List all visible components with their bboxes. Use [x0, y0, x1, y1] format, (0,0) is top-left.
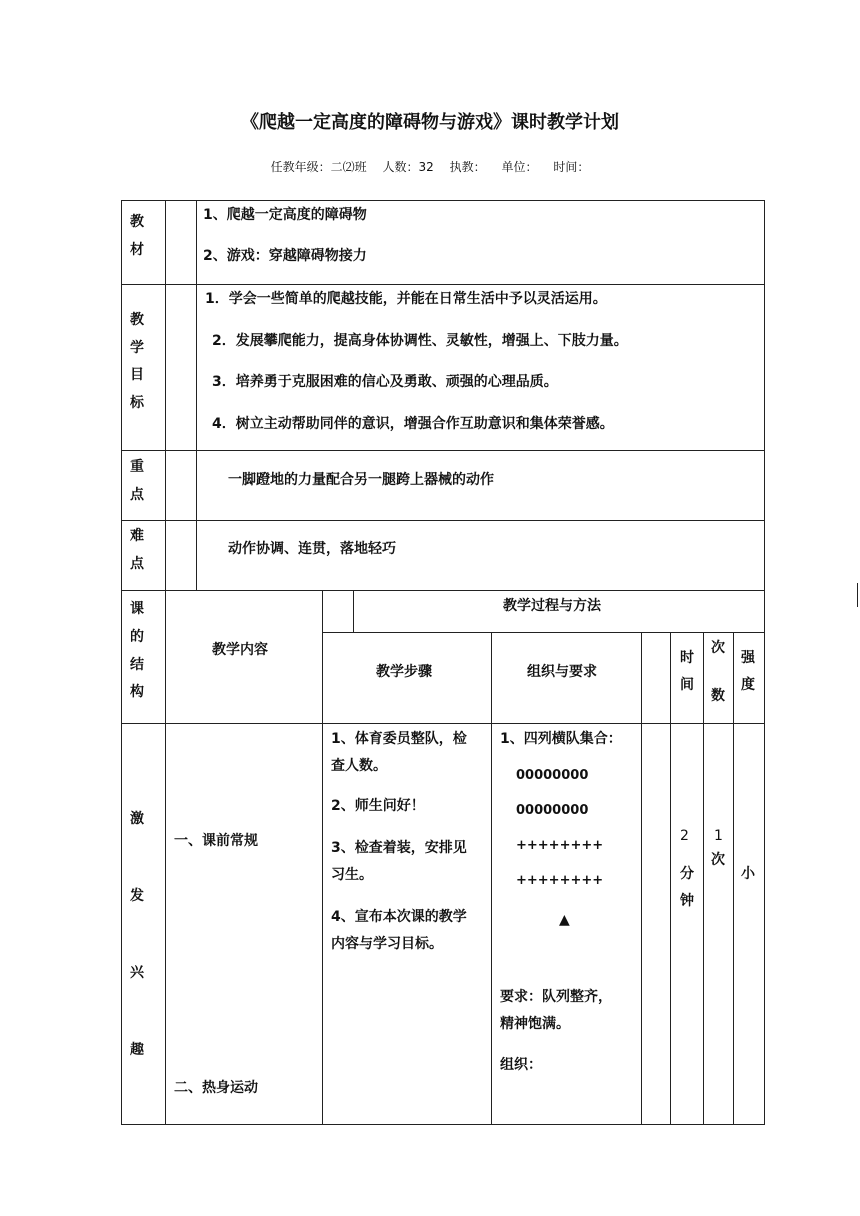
- time-header-2: 间: [680, 677, 694, 693]
- key-point-text: 一脚蹬地的力量配合另一腿跨上器械的动作: [228, 472, 494, 488]
- time-unit-2: 钟: [680, 893, 694, 909]
- org-header: 组织与要求: [527, 664, 597, 680]
- formation-row-1: 00000000: [516, 768, 589, 783]
- page-edge-mark: [857, 583, 858, 607]
- table-border-left: [121, 200, 122, 1125]
- formation-row-4: ++++++++: [516, 873, 604, 888]
- column-divider: [165, 200, 166, 1125]
- count-unit: 次: [711, 852, 725, 868]
- content-item-2: 二、热身运动: [174, 1080, 258, 1096]
- column-divider: [670, 632, 671, 1125]
- difficulty-text: 动作协调、连贯，落地轻巧: [228, 541, 396, 557]
- row-divider: [322, 632, 765, 633]
- difficulty-label-1: 难: [130, 528, 144, 544]
- time-header-1: 时: [680, 650, 694, 666]
- step-1-line-1: 1、体育委员整队，检: [331, 731, 467, 747]
- step-4-line-1: 4、宣布本次课的教学: [331, 909, 467, 925]
- phase-label-4: 趣: [130, 1042, 144, 1058]
- org-title: 1、四列横队集合：: [500, 731, 622, 747]
- structure-label-1: 课: [130, 601, 144, 617]
- column-divider: [703, 632, 704, 1125]
- material-item-1: 1、爬越一定高度的障碍物: [203, 207, 367, 223]
- time-value: 2: [680, 828, 689, 844]
- column-divider: [733, 632, 734, 1125]
- phase-label-3: 兴: [130, 965, 144, 981]
- formation-row-3: ++++++++: [516, 838, 604, 853]
- teacher-label: 执教：: [449, 160, 486, 174]
- goal-item-4: 4．树立主动帮助同伴的意识，增强合作互助意识和集体荣誉感。: [212, 416, 614, 432]
- step-3-line-1: 3、检查着装，安排见: [331, 840, 467, 856]
- difficulty-label-2: 点: [130, 556, 144, 572]
- key-point-label-1: 重: [130, 459, 144, 475]
- content-item-1: 一、课前常规: [174, 833, 258, 849]
- intensity-value: 小: [741, 866, 755, 882]
- structure-label-4: 构: [130, 684, 144, 700]
- material-item-2: 2、游戏：穿越障碍物接力: [203, 248, 367, 264]
- requirement-line-2: 精神饱满。: [500, 1016, 570, 1032]
- step-4-line-2: 内容与学习目标。: [331, 936, 443, 952]
- requirement-line-1: 要求：队列整齐，: [500, 989, 612, 1005]
- teacher-position-icon: ▲: [559, 912, 570, 928]
- table-border-top: [121, 200, 765, 201]
- column-divider: [196, 200, 197, 590]
- column-divider: [491, 632, 492, 1125]
- goal-item-2: 2．发展攀爬能力，提高身体协调性、灵敏性，增强上、下肢力量。: [212, 333, 628, 349]
- intensity-header-1: 强: [741, 650, 755, 666]
- steps-header: 教学步骤: [376, 664, 432, 680]
- structure-label-2: 的: [130, 629, 144, 645]
- row-divider: [121, 520, 765, 521]
- page-title: 《爬越一定高度的障碍物与游戏》课时教学计划: [241, 112, 619, 133]
- count-header-1: 次: [711, 640, 725, 656]
- material-label-2: 材: [130, 242, 144, 258]
- goals-label-1: 教: [130, 312, 144, 328]
- time-label: 时间：: [553, 160, 590, 174]
- count-label: 人数：32: [382, 160, 434, 174]
- intensity-header-2: 度: [741, 677, 755, 693]
- grade-label: 任教年级：二⑵班: [270, 160, 367, 174]
- row-divider: [121, 723, 765, 724]
- column-divider: [641, 632, 642, 1125]
- key-point-label-2: 点: [130, 487, 144, 503]
- step-1-line-2: 查人数。: [331, 758, 387, 774]
- time-unit-1: 分: [680, 866, 694, 882]
- process-header: 教学过程与方法: [503, 598, 601, 614]
- row-divider: [121, 590, 765, 591]
- lesson-info: [0, 158, 860, 175]
- column-divider: [322, 590, 323, 1125]
- goals-label-4: 标: [130, 395, 144, 411]
- table-border-right: [764, 200, 765, 1125]
- goals-label-2: 学: [130, 340, 144, 356]
- column-divider: [353, 590, 354, 632]
- table-border-bottom: [121, 1124, 765, 1125]
- content-header: 教学内容: [212, 642, 268, 658]
- count-header-2: 数: [711, 688, 725, 704]
- goal-item-1: 1．学会一些简单的爬越技能，并能在日常生活中予以灵活运用。: [205, 291, 607, 307]
- step-2: 2、师生问好！: [331, 798, 425, 814]
- row-divider: [121, 450, 765, 451]
- count-value: 1: [714, 828, 723, 844]
- org-label: 组织：: [500, 1057, 542, 1073]
- goal-item-3: 3．培养勇于克服困难的信心及勇敢、顽强的心理品质。: [212, 374, 558, 390]
- structure-label-3: 结: [130, 657, 144, 673]
- goals-label-3: 目: [130, 367, 144, 383]
- unit-label: 单位：: [501, 160, 538, 174]
- formation-row-2: 00000000: [516, 803, 589, 818]
- phase-label-2: 发: [130, 888, 144, 904]
- row-divider: [121, 284, 765, 285]
- step-3-line-2: 习生。: [331, 867, 373, 883]
- material-label-1: 教: [130, 214, 144, 230]
- phase-label-1: 激: [130, 811, 144, 827]
